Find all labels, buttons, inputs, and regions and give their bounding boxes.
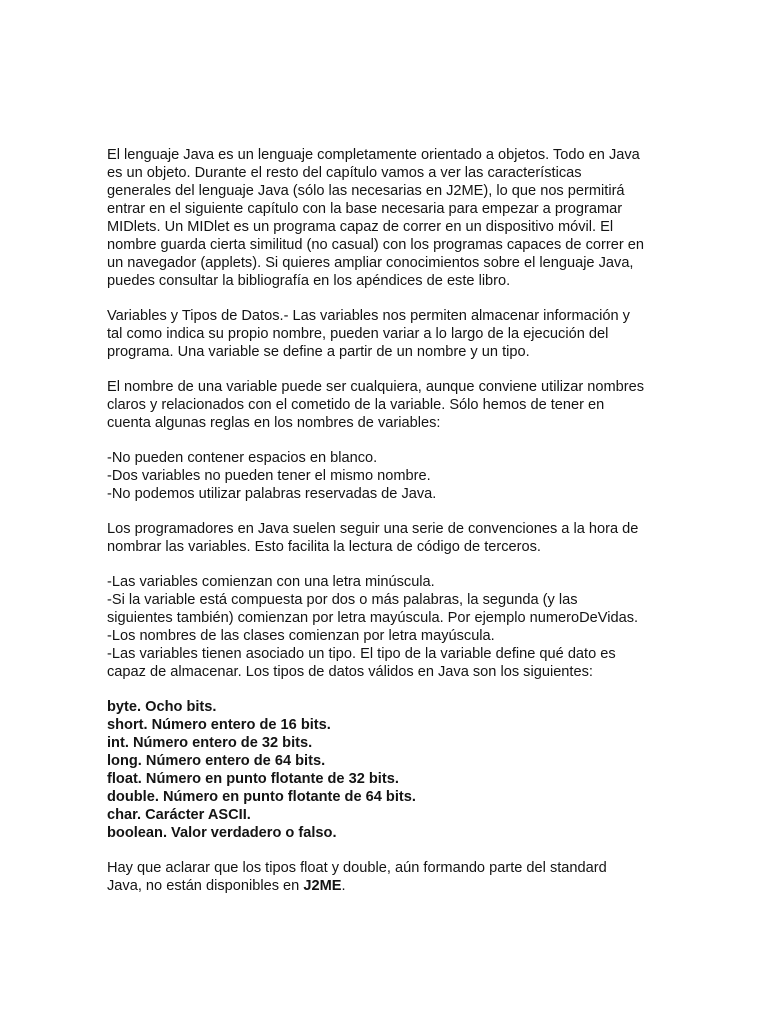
- list-item: -No podemos utilizar palabras reservadas de Java.: [107, 486, 437, 502]
- text-line: generales del lenguaje Java (sólo las necesarias en J2ME), lo que nos permitirá: [107, 183, 625, 199]
- text-line: Hay que aclarar que los tipos float y double, aún formando parte del standard: [107, 860, 607, 876]
- text-line: [107, 877, 667, 895]
- list-item: -Dos variables no pueden tener el mismo nombre.: [107, 468, 431, 484]
- conventions-intro-paragraph: [107, 520, 667, 556]
- data-type-item: short. Número entero de 16 bits.: [107, 717, 331, 733]
- data-type-item: char. Carácter ASCII.: [107, 807, 251, 823]
- data-type-item: long. Número entero de 64 bits.: [107, 753, 326, 769]
- text-line: MIDlets. Un MIDlet es un programa capaz de correr en un dispositivo móvil. El: [107, 219, 614, 235]
- rules-list: [107, 449, 667, 503]
- text-line: es un objeto. Durante el resto del capítulo vamos a ver las características: [107, 165, 582, 181]
- list-item: siguientes también) comienzan por letra mayúscula. Por ejemplo numeroDeVidas.: [107, 610, 639, 626]
- text-segment: Java, no están disponibles en: [107, 878, 304, 894]
- intro-paragraph: [107, 146, 667, 290]
- variables-paragraph: [107, 307, 667, 361]
- text-segment: .: [341, 878, 346, 894]
- text-line: El nombre de una variable puede ser cualquiera, aunque conviene utilizar nombres: [107, 379, 645, 395]
- text-line: cuenta algunas reglas en los nombres de variables:: [107, 415, 441, 431]
- conventions-list: [107, 573, 667, 681]
- text-line: Variables y Tipos de Datos.- Las variables nos permiten almacenar información y: [107, 308, 630, 324]
- list-item: -Los nombres de las clases comienzan por letra mayúscula.: [107, 628, 495, 644]
- list-item: -Si la variable está compuesta por dos o más palabras, la segunda (y las: [107, 592, 578, 608]
- list-item: -Las variables tienen asociado un tipo. El tipo de la variable define qué dato es: [107, 646, 616, 662]
- text-line: Los programadores en Java suelen seguir una serie de convenciones a la hora de: [107, 521, 639, 537]
- text-line: nombrar las variables. Esto facilita la lectura de código de terceros.: [107, 539, 541, 555]
- j2me-emphasis: J2ME: [303, 878, 342, 894]
- text-line: nombre guarda cierta similitud (no casual) con los programas capaces de correr en: [107, 237, 644, 253]
- naming-paragraph: [107, 378, 667, 432]
- text-line: un navegador (applets). Si quieres ampliar conocimientos sobre el lenguaje Java,: [107, 255, 634, 271]
- list-item: -No pueden contener espacios en blanco.: [107, 450, 378, 466]
- data-type-item: double. Número en punto flotante de 64 bits.: [107, 789, 416, 805]
- text-line: puedes consultar la bibliografía en los apéndices de este libro.: [107, 273, 511, 289]
- document-page: [107, 146, 667, 912]
- data-type-item: byte. Ocho bits.: [107, 699, 217, 715]
- list-item: capaz de almacenar. Los tipos de datos válidos en Java son los siguientes:: [107, 664, 593, 680]
- data-type-item: float. Número en punto flotante de 32 bits.: [107, 771, 399, 787]
- text-line: entrar en el siguiente capítulo con la base necesaria para empezar a programar: [107, 201, 623, 217]
- text-line: claros y relacionados con el cometido de la variable. Sólo hemos de tener en: [107, 397, 605, 413]
- data-types-list: [107, 698, 667, 842]
- data-type-item: int. Número entero de 32 bits.: [107, 735, 313, 751]
- list-item: -Las variables comienzan con una letra minúscula.: [107, 574, 435, 590]
- text-line: El lenguaje Java es un lenguaje completamente orientado a objetos. Todo en Java: [107, 147, 640, 163]
- text-line: tal como indica su propio nombre, pueden variar a lo largo de la ejecución del: [107, 326, 609, 342]
- data-type-item: boolean. Valor verdadero o falso.: [107, 825, 337, 841]
- text-line: programa. Una variable se define a partir de un nombre y un tipo.: [107, 344, 530, 360]
- closing-paragraph: [107, 859, 667, 895]
